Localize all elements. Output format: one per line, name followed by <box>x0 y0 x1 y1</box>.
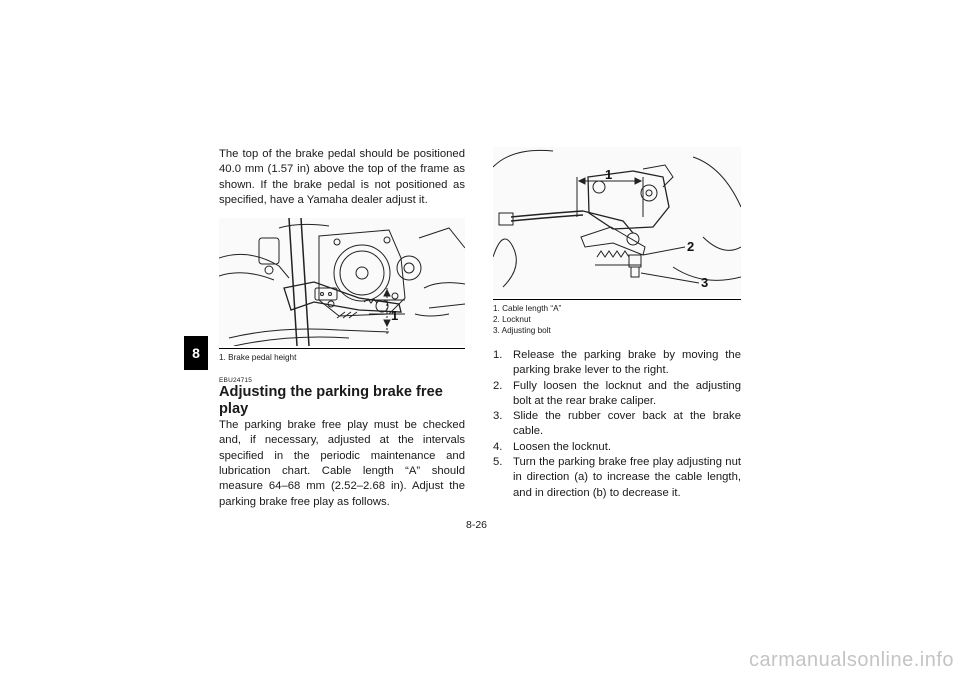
parking-brake-figure <box>493 147 741 297</box>
parking-brake-intro: The parking brake free play must be checked and, if necessary, adjusted at the intervals specified in the periodic maintenance and lubrication chart. Cable length “A” should measure 64–68 mm (2.52–2.68 in). Adjust the parking brake free play as follows. <box>219 419 465 508</box>
list-item: 5. Turn the parking brake free play adjusting nut in direction (a) to increase the cable length, and in direction (b) to decrease it. <box>493 456 741 499</box>
parking-brake-illustration <box>493 147 741 297</box>
brake-pedal-intro: The top of the brake pedal should be positioned 40.0 mm (1.57 in) above the top of the frame as shown. If the brake pedal is not positioned as specified, have a Yamaha dealer adjust it. <box>219 148 465 206</box>
left-column <box>219 147 465 510</box>
caption-adjusting-bolt: 3. Adjusting bolt <box>493 326 551 335</box>
brake-pedal-caption: 1. Brake pedal height <box>219 353 297 363</box>
list-item: 3. Slide the rubber cover back at the brake cable. <box>493 410 741 438</box>
brake-pedal-figure <box>219 218 465 346</box>
caption-divider <box>493 299 741 300</box>
figure-callout-2: 2 <box>687 239 695 254</box>
page-number: 8-26 <box>466 519 488 531</box>
list-item: 4. Loosen the locknut. <box>493 440 611 453</box>
section-code: EBU24715 <box>219 377 253 385</box>
list-item: 1. Release the parking brake by moving the parking brake lever to the right. <box>493 349 741 377</box>
figure-callout-3: 3 <box>701 275 709 290</box>
watermark: carmanualsonline.info <box>748 649 954 671</box>
caption-locknut: 2. Locknut <box>493 315 531 324</box>
section-tab: 8 <box>184 336 208 370</box>
caption-divider <box>219 348 465 349</box>
section-heading: Adjusting the parking brake free play <box>219 384 443 418</box>
right-column <box>493 147 741 501</box>
caption-cable-length: 1. Cable length “A” <box>493 304 562 313</box>
list-item: 2. Fully loosen the locknut and the adjusting bolt at the rear brake caliper. <box>493 379 741 407</box>
figure-callout-1: 1 <box>605 167 613 182</box>
figure-callout-1: 1 <box>391 308 399 324</box>
brake-pedal-illustration <box>219 218 465 346</box>
procedure-steps <box>493 348 741 501</box>
